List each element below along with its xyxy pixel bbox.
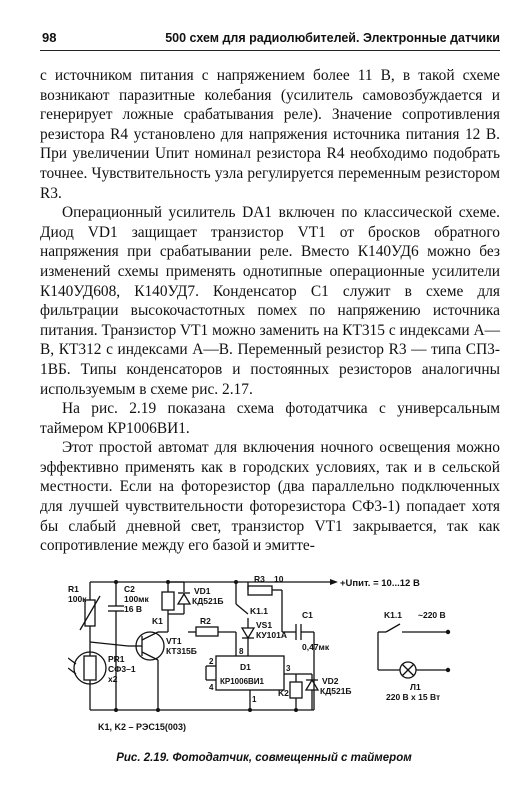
paragraph-4: Этот простой автомат для включения ночного освещения можно эффективно применять как в городских условиях, так и в сельской местности. Если на фоторезистор (два параллельно подключенных для лучшей чувствительности фоторезистора СФ3-1) попадает хотя бы слабый дневной свет, транзистор VT1 закрывается, так как сопротивление между его базой и эмитте-: [40, 439, 500, 555]
page-number: 98: [42, 30, 57, 45]
vd2-type: КД521Б: [320, 686, 352, 696]
vt1-label: VT1: [166, 636, 182, 646]
c2-voltage: 16 В: [124, 604, 142, 614]
vd1-label: VD1: [194, 586, 211, 596]
pin-8: 8: [239, 647, 244, 656]
k11-label: K1.1: [250, 606, 268, 616]
running-title: 500 схем для радиолюбителей. Электронные датчики: [165, 31, 500, 45]
figure-caption: Рис. 2.19. Фотодатчик, совмещенный с таймером: [116, 752, 412, 764]
vd1-type: КД521Б: [192, 596, 224, 606]
r1-label: R1: [68, 584, 79, 594]
pin-4: 4: [209, 683, 214, 692]
circuit-diagram: [68, 570, 468, 740]
paragraph-3: На рис. 2.19 показана схема фотодатчика с универсальным таймером КР1006ВИ1.: [40, 400, 500, 437]
paragraph-2: Операционный усилитель DA1 включен по классической схеме. Диод VD1 защищает транзистор VT1 от бросков обратного напряжения при срабатывании реле. Вместо К140УД6 можно без изменений схемы применять однотипные операционные усилители К140УД608, К140УД7. Конденсатор С1 служит в схеме для фильтрации высокочастотных помех по напряжению источника питания. Транзистор VT1 можно заменить на КТ315 с индексами А—В, КТ312 с индексами А—В. Переменный резистор R3 — типа СП3-1ВБ. Типы конденсаторов и постоянных резисторов аналогичны используемым в схеме рис. 2.17.: [40, 204, 500, 398]
pin-1: 1: [252, 695, 257, 704]
r2-label: R2: [200, 616, 211, 626]
mains-label: ~220 В: [418, 610, 446, 620]
r3-label: R3: [254, 574, 265, 584]
body-text: [40, 66, 500, 556]
d1-label: D1: [240, 662, 251, 672]
pin-3: 3: [286, 664, 291, 673]
pr1-label: PR1: [108, 654, 125, 664]
r3-value: 10: [274, 574, 284, 584]
paragraph-1: с источником питания с напряжением более 11 В, в такой схеме возникают паразитные колебания (усилитель самовозбуждается и генерирует ложные срабатывания реле). Значение сопротивления резистора R4 установлено для напряжения источника питания 12 В. При увеличении Uпит номинал резистора R4 необходимо подобрать точнее. Чувствительность узла регулируется переменным резистором R3.: [40, 67, 500, 202]
relays-note: K1, K2 – РЭС15(003): [98, 722, 186, 732]
supply-label: +Uпит. = 10...12 В: [340, 578, 420, 589]
vs1-label: VS1: [256, 620, 273, 630]
circuit-svg: [68, 570, 468, 740]
page-header: [40, 28, 500, 51]
k11-right-label: K1.1: [384, 610, 402, 620]
c1-label: C1: [302, 610, 313, 620]
vd2-label: VD2: [322, 676, 339, 686]
vs1-type: КУ101А: [256, 630, 288, 640]
pin-2: 2: [209, 657, 214, 666]
k2-label: K2: [278, 688, 289, 698]
r1-value: 100к: [68, 594, 87, 604]
vt1-type: КТ315Б: [166, 646, 197, 656]
c2-value: 100мк: [124, 594, 149, 604]
k1-label: K1: [152, 616, 163, 626]
c1-value: 0,47мк: [302, 642, 330, 652]
pr1-qty: x2: [108, 674, 118, 684]
pr1-type: СФ3–1: [108, 664, 136, 674]
lamp-spec: 220 В х 15 Вт: [386, 692, 441, 702]
c2-label: C2: [124, 584, 135, 594]
lamp-label: Л1: [410, 682, 421, 692]
d1-type: КР1006ВИ1: [220, 677, 264, 686]
